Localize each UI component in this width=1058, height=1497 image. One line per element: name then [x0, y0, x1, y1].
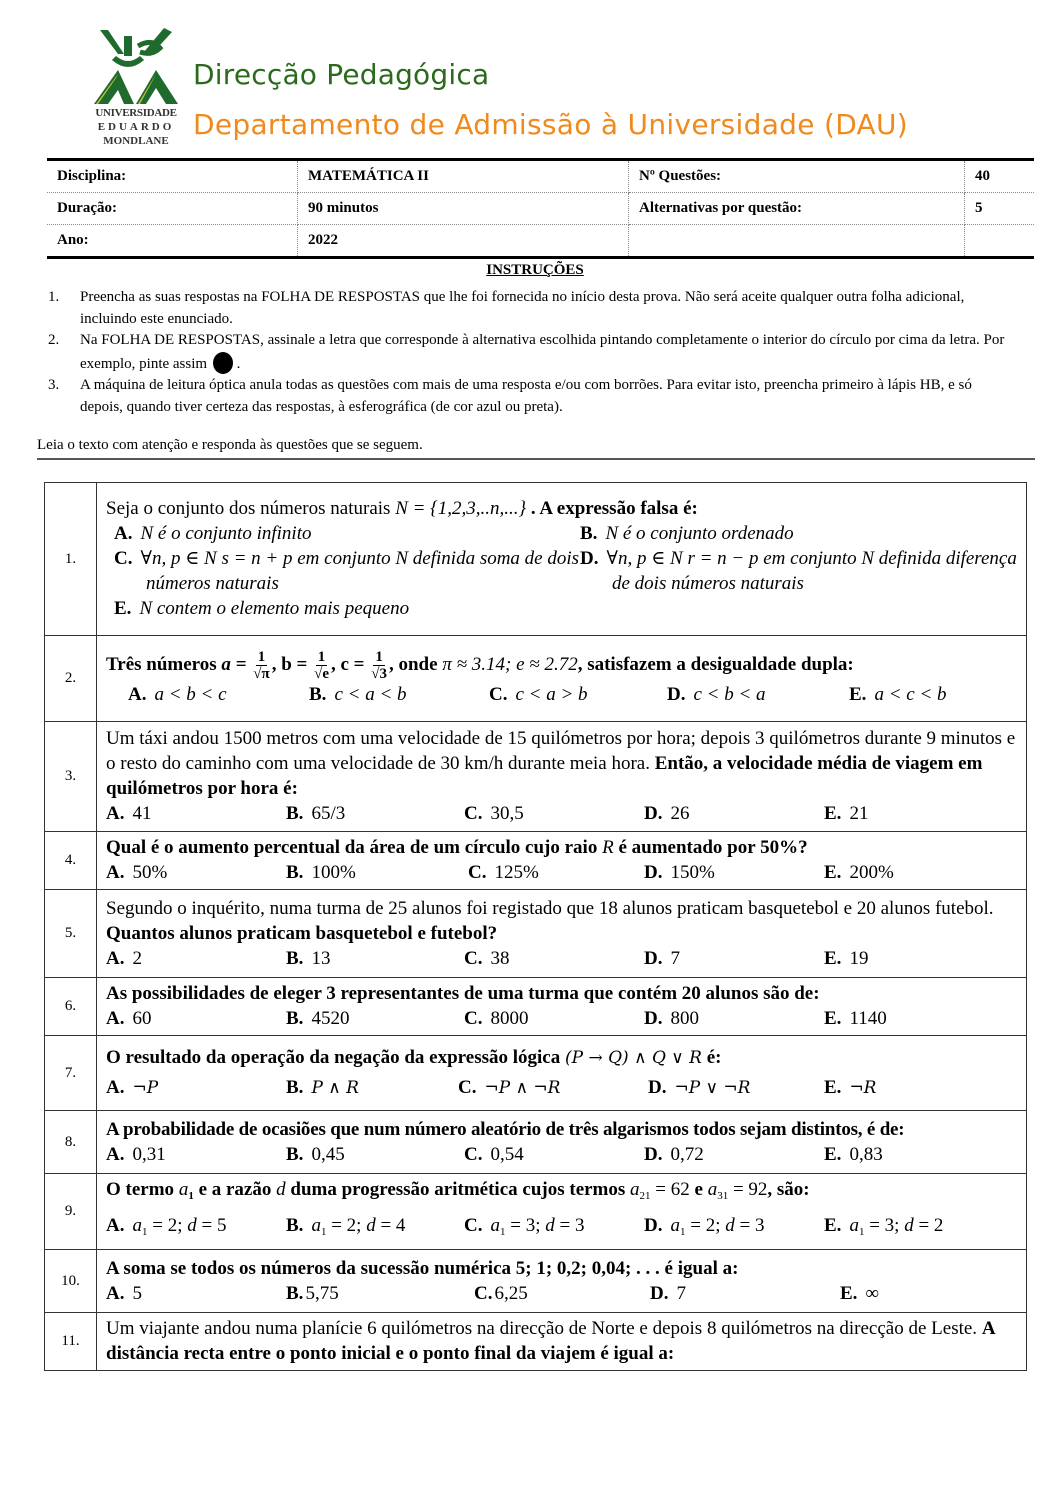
option-b[interactable]: B. 13 — [286, 947, 331, 969]
instruction-text: A máquina de leitura óptica anula todas as questões com mais de uma resposta e/ou com borrões. Para evitar isto, preencha primeiro à lápis HB, e só depois, quando tiver certeza das respostas, à esferográfica (de cor azul ou preta). — [80, 377, 972, 415]
direction-title: Direcção Pedagógica — [193, 58, 490, 91]
option-d[interactable]: D. 7 — [650, 1282, 686, 1304]
question-stem: Segundo o inquérito, numa turma de 25 alunos foi registado que 18 alunos praticam basquetebol e 20 alunos futebol. Quantos alunos praticam basquetebol e futebol? — [106, 897, 994, 944]
instruction-item — [48, 375, 1018, 418]
fraction: $\frac{1}{√\pi}$ — [253, 649, 270, 682]
math-expression: N = {1,2,3,..n,...} — [395, 498, 527, 519]
option-c[interactable]: C. 30,5 — [464, 803, 524, 824]
options-row — [106, 860, 1018, 885]
option-e[interactable]: E. ¬R — [824, 1076, 877, 1098]
instructions-title: INSTRUÇÕES — [486, 262, 584, 278]
question-number: 1. — [45, 483, 97, 636]
option-a[interactable]: A. a < b < c — [128, 684, 227, 705]
option-a[interactable]: A. 5 — [106, 1282, 142, 1304]
option-c[interactable]: C. 8000 — [464, 1008, 529, 1029]
option-b[interactable]: B. P ∧ R — [286, 1076, 359, 1098]
option-e[interactable]: E. 1140 — [824, 1008, 887, 1029]
question-number: 8. — [45, 1111, 97, 1174]
options-grid — [106, 521, 1018, 621]
question-number: 11. — [45, 1313, 97, 1371]
info-label: Duração: — [47, 193, 298, 225]
option-d[interactable]: D. $a_1 = 2$; d = 3 — [644, 1215, 765, 1238]
question-body — [97, 1174, 1027, 1250]
option-e[interactable]: E. ∞ — [840, 1282, 879, 1304]
instruction-number: 1. — [48, 289, 60, 305]
info-row — [47, 225, 1034, 258]
option-a[interactable]: A. ¬P — [106, 1076, 159, 1098]
option-e[interactable]: E. 19 — [824, 947, 869, 969]
question-body — [97, 722, 1027, 832]
questions-table — [44, 482, 1027, 1371]
option-d[interactable]: D. ¬P ∨ ¬R — [648, 1076, 751, 1098]
option-b[interactable]: B. 4520 — [286, 1008, 350, 1029]
question-body — [97, 483, 1027, 636]
option-b[interactable]: B. N é o conjunto ordenado — [580, 523, 794, 544]
info-value — [965, 225, 1035, 258]
logo-emblem-icon — [94, 26, 178, 104]
option-b[interactable]: B. 100% — [286, 862, 356, 883]
fraction: $\frac{1}{√e}$ — [314, 649, 329, 682]
question-body — [97, 890, 1027, 978]
info-value: 5 — [965, 193, 1035, 225]
question-row — [45, 978, 1027, 1036]
question-stem: A soma se todos os números da sucessão numérica 5; 1; 0,2; 0,04; . . . é igual a: — [106, 1257, 739, 1279]
question-row — [45, 1174, 1027, 1250]
info-label: Disciplina: — [47, 160, 298, 193]
option-d[interactable]: D. 26 — [644, 803, 690, 824]
option-c[interactable]: C. $a_1 = 3$; d = 3 — [464, 1215, 585, 1238]
option-d[interactable]: D. ∀n, p ∈ N r = n − p em conjunto N definida diferença de dois números naturais — [580, 548, 1017, 594]
question-row — [45, 832, 1027, 890]
option-a[interactable]: A. N é o conjunto infinito — [114, 523, 312, 544]
options-row — [106, 1281, 1018, 1306]
question-row — [45, 1250, 1027, 1313]
divider — [37, 458, 1035, 460]
instruction-item — [48, 287, 1018, 330]
option-c[interactable]: C. ¬P ∧ ¬R — [458, 1076, 561, 1098]
question-row — [45, 890, 1027, 978]
info-label: Ano: — [47, 225, 298, 258]
options-row — [106, 682, 1018, 707]
info-value: 90 minutos — [298, 193, 629, 225]
fraction: $\frac{1}{√3}$ — [371, 649, 387, 682]
question-stem: Um viajante andou numa planície 6 quilómetros na direcção de Norte e depois 8 quilómetros na direcção de Leste. A distância recta entre o ponto inicial e o ponto final da viajem é igual a: — [106, 1318, 995, 1364]
option-b[interactable]: B. $a_1 = 2$; d = 4 — [286, 1215, 406, 1238]
option-a[interactable]: A. $a_1 = 2$; d = 5 — [106, 1215, 227, 1238]
options-row — [106, 1075, 1018, 1101]
info-label: Alternativas por questão: — [629, 193, 965, 225]
option-d[interactable]: D. 7 — [644, 947, 680, 969]
option-d[interactable]: D. 0,72 — [644, 1143, 704, 1165]
instructions-list — [48, 287, 1018, 418]
option-a[interactable]: A. 2 — [106, 947, 142, 969]
option-a[interactable]: A. 0,31 — [106, 1143, 166, 1165]
question-row — [45, 722, 1027, 832]
question-body — [97, 1111, 1027, 1174]
option-c[interactable]: C. 125% — [468, 862, 539, 883]
option-d[interactable]: D. c < b < a — [667, 684, 766, 705]
question-body — [97, 1313, 1027, 1371]
logo-wordmark: UNIVERSIDADE EDUARDO MONDLANE — [95, 107, 177, 147]
question-stem: Qual é o aumento percentual da área de um círculo cujo raio R é aumentado por 50%? — [106, 837, 808, 858]
instruction-item — [48, 330, 1018, 375]
option-b[interactable]: B. 65/3 — [286, 803, 346, 824]
options-row — [106, 1213, 1018, 1245]
options-row — [106, 946, 1018, 971]
options-row — [106, 1142, 1018, 1167]
question-stem: Três números a = $\frac{1}{√\pi}$ , b = $\frac{1}{√e}$ , c = $\frac{1}{√3}$ , onde π ≈ 3.14; e ≈ 2.72, satisfazem a desigualdade dupla: — [106, 649, 854, 682]
options-row — [106, 1006, 1018, 1031]
question-body — [97, 636, 1027, 722]
info-row — [47, 193, 1034, 225]
option-c[interactable]: C. 38 — [464, 947, 510, 969]
question-number: 10. — [45, 1250, 97, 1313]
lead-text: Leia o texto com atenção e responda às questões que se seguem. — [37, 437, 423, 453]
instruction-text: Na FOLHA DE RESPOSTAS, assinale a letra que corresponde à alternativa escolhida pintando completamente o interior do círculo por cima da letra. Por exemplo, pinte assim — [80, 332, 1005, 372]
option-d[interactable]: D. 150% — [644, 862, 715, 883]
math-expression: (P → Q) ∧ Q ∨ R — [565, 1047, 702, 1068]
option-b[interactable]: B. 0,45 — [286, 1143, 345, 1165]
question-body — [97, 832, 1027, 890]
math-expression: π ≈ 3.14; e ≈ 2.72 — [442, 653, 578, 675]
option-d[interactable]: D. 800 — [644, 1008, 699, 1029]
question-stem: O resultado da operação da negação da expressão lógica (P → Q) ∧ Q ∨ R é: — [106, 1046, 722, 1068]
info-value: 40 — [965, 160, 1035, 193]
option-e[interactable]: E. 200% — [824, 862, 894, 883]
options-row — [106, 801, 1018, 826]
question-row — [45, 1036, 1027, 1111]
option-b[interactable]: B. c < a < b — [309, 684, 407, 705]
option-c[interactable]: C. c < a > b — [489, 684, 588, 705]
option-b[interactable]: B. 5,75 — [286, 1282, 339, 1304]
instruction-number: 2. — [48, 332, 60, 348]
instruction-text: Preencha as suas respostas na FOLHA DE RESPOSTAS que lhe foi fornecida no início desta prova. Não será aceite qualquer outra folha adicional, incluindo este enunciado. — [80, 289, 965, 327]
option-c[interactable]: C. 6,25 — [474, 1282, 528, 1304]
question-body — [97, 978, 1027, 1036]
question-row — [45, 636, 1027, 722]
question-row — [45, 1313, 1027, 1371]
option-a[interactable]: A. 60 — [106, 1008, 152, 1029]
info-row — [47, 160, 1034, 193]
exam-info-table — [47, 158, 1034, 259]
instruction-text-end: . — [236, 355, 241, 372]
question-number: 6. — [45, 978, 97, 1036]
instruction-number: 3. — [48, 377, 60, 393]
option-e[interactable]: E. N contem o elemento mais pequeno — [114, 598, 410, 619]
question-number: 9. — [45, 1174, 97, 1250]
question-number: 5. — [45, 890, 97, 978]
question-stem: A probabilidade de ocasiões que num número aleatório de três algarismos todos sejam distintos, é de: — [106, 1118, 905, 1140]
option-e[interactable]: E. $a_1 = 3$; d = 2 — [824, 1215, 944, 1238]
question-row — [45, 483, 1027, 636]
question-number: 4. — [45, 832, 97, 890]
question-number: 3. — [45, 722, 97, 832]
option-a[interactable]: A. 41 — [106, 803, 152, 824]
question-stem: Seja o conjunto dos números naturais N = {1,2,3,..n,...} . A expressão falsa é: — [106, 498, 698, 519]
question-body — [97, 1036, 1027, 1111]
question-body — [97, 1250, 1027, 1313]
info-label: Nº Questões: — [629, 160, 965, 193]
option-a[interactable]: A. 50% — [106, 862, 168, 883]
option-e[interactable]: E. a < c < b — [849, 684, 947, 705]
question-stem: As possibilidades de eleger 3 representantes de uma turma que contém 20 alunos são de: — [106, 983, 820, 1004]
option-e[interactable]: E. 0,83 — [824, 1143, 883, 1165]
option-e[interactable]: E. 21 — [824, 803, 869, 824]
info-value: 2022 — [298, 225, 629, 258]
filled-circle-icon — [213, 352, 233, 374]
option-c[interactable]: C. 0,54 — [464, 1143, 524, 1165]
question-number: 2. — [45, 636, 97, 722]
department-title: Departamento de Admissão à Universidade (DAU) — [193, 108, 909, 141]
question-stem: Um táxi andou 1500 metros com uma velocidade de 15 quilómetros por hora; depois 3 quilómetros durante 9 minutos e o resto do caminho com uma velocidade de 30 km/h durante meia hora. Então, a velocidade média de viagem em quilómetros por hora é: — [106, 728, 1016, 799]
university-logo — [88, 26, 184, 150]
question-stem: O termo $a_1$ e a razão d duma progressão aritmética cujos termos $a_{21} = 62$ e $a_{31} = 92$, são: — [106, 1179, 810, 1202]
option-c[interactable]: C. ∀n, p ∈ N s = n + p em conjunto N definida soma de dois números naturais — [114, 548, 580, 594]
question-row — [45, 1111, 1027, 1174]
question-number: 7. — [45, 1036, 97, 1111]
info-value: MATEMÁTICA II — [298, 160, 629, 193]
info-label — [629, 225, 965, 258]
